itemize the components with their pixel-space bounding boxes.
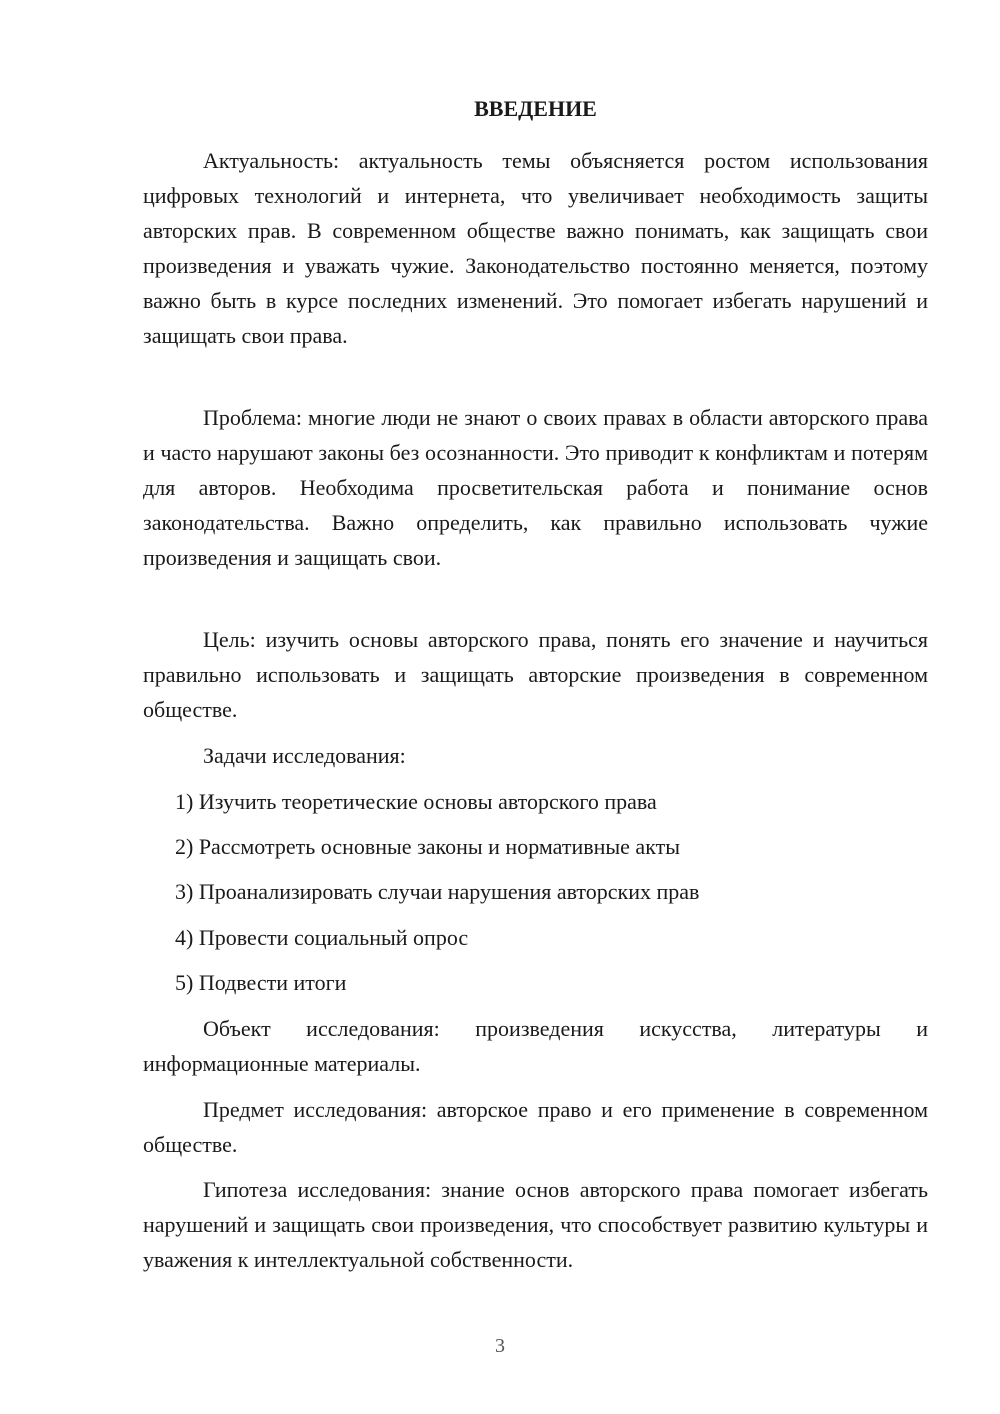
page-number: 3 [495,1335,505,1357]
goal-paragraph: Цель: изучить основы авторского права, понять его значение и научиться правильно использовать и защищать авторские произведения в современном обществе. [143,627,928,722]
page-title: ВВЕДЕНИЕ [474,96,597,121]
hypothesis-paragraph: Гипотеза исследования: знание основ авторского права помогает избегать нарушений и защищать свои произведения, что способствует развитию культуры и уважения к интеллектуальной собственности. [143,1177,928,1272]
task-item-5: 5) Подвести итоги [175,970,347,995]
task-item-3: 3) Проанализировать случаи нарушения авторских прав [175,879,700,904]
task-item-1: 1) Изучить теоретические основы авторского права [175,789,657,814]
subject-paragraph: Предмет исследования: авторское право и его применение в современном обществе. [143,1097,928,1157]
relevance-paragraph: Актуальность: актуальность темы объясняется ростом использования цифровых технологий и интернета, что увеличивает необходимость защиты авторских прав. В современном обществе важно понимать, как защищать свои произведения и уважать чужие. Законодательство постоянно меняется, поэтому важно быть в курсе последних изменений. Это помогает избегать нарушений и защищать свои права. [143,148,928,348]
task-item-2: 2) Рассмотреть основные законы и нормативные акты [175,834,680,859]
problem-paragraph: Проблема: многие люди не знают о своих правах в области авторского права и часто нарушают законы без осознанности. Это приводит к конфликтам и потерям для авторов. Необходима просветительская работа и понимание основ законодательства. Важно определить, как правильно использовать чужие произведения и защищать свои. [143,405,928,570]
object-paragraph: Объект исследования: произведения искусства, литературы и информационные материалы. [143,1016,928,1076]
tasks-heading: Задачи исследования: [203,743,406,768]
task-item-4: 4) Провести социальный опрос [175,925,469,950]
